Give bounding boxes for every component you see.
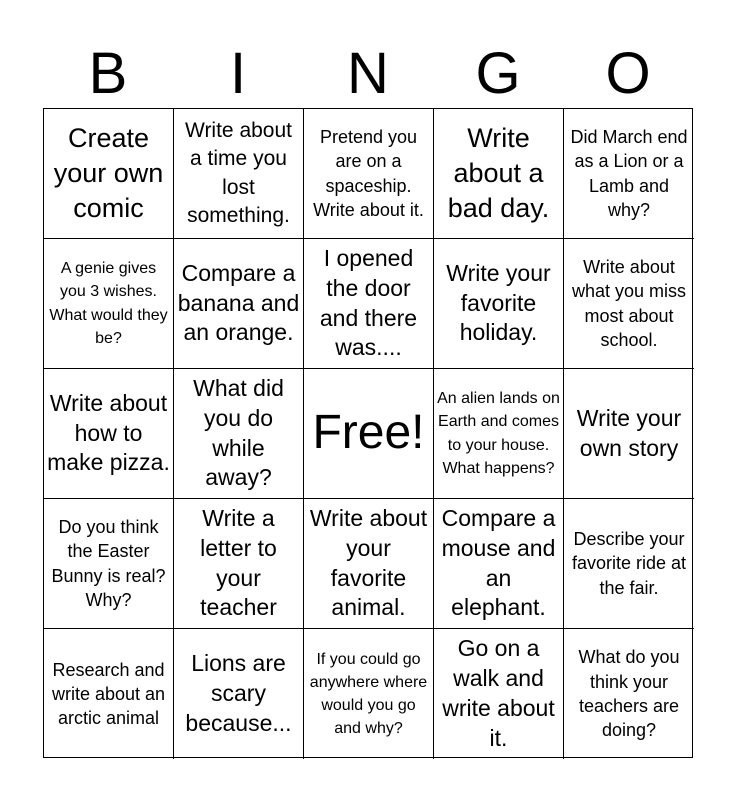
bingo-cell-r2c1[interactable] [44,239,174,369]
cell-text: Write about how to make pizza. [47,389,170,476]
bingo-cell-r5c1[interactable] [44,629,174,759]
bingo-cell-r2c2[interactable] [174,239,304,369]
header-letter-o: O [605,41,651,106]
bingo-cell-r4c3[interactable] [304,499,434,629]
bingo-cell-r4c5[interactable] [564,499,694,629]
cell-text: Create your own comic [53,122,164,224]
cell-text: Research and write about an arctic animal [51,659,166,729]
bingo-cell-r2c5[interactable] [564,239,694,369]
cell-text: Do you think the Easter Bunny is real? Why? [51,516,166,610]
cell-text: Did March end as a Lion or a Lamb and why? [570,126,688,220]
bingo-cell-r1c5[interactable] [564,109,694,239]
bingo-cell-r1c4[interactable] [434,109,564,239]
bingo-cell-r3c3-free[interactable] [304,369,434,499]
bingo-cell-r4c2[interactable] [174,499,304,629]
cell-text: If you could go anywhere where would you go and why? [309,650,428,738]
cell-text: Compare a banana and an orange. [177,259,300,346]
cell-text: Write your own story [576,404,682,461]
bingo-cell-r3c2[interactable] [174,369,304,499]
bingo-cell-r1c1[interactable] [44,109,174,239]
bingo-cell-r4c4[interactable] [434,499,564,629]
bingo-header [43,40,693,108]
cell-text: Write your favorite holiday. [446,259,551,346]
cell-text: Write about a time you lost something. [185,118,292,227]
cell-text: Compare a mouse and an elephant. [441,504,556,621]
header-letter-g: G [475,41,521,106]
free-space-text: Free! [312,406,425,460]
bingo-cell-r2c4[interactable] [434,239,564,369]
bingo-cell-r5c5[interactable] [564,629,694,759]
cell-text: Write about a bad day. [447,122,550,224]
header-letter-i: I [229,41,247,106]
cell-text: What do you think your teachers are doing? [578,647,680,741]
bingo-cell-r1c2[interactable] [174,109,304,239]
cell-text: Write about your favorite animal. [309,504,428,621]
bingo-cell-r3c1[interactable] [44,369,174,499]
bingo-grid [43,108,693,758]
cell-text: Write a letter to your teacher [200,504,277,621]
bingo-cell-r5c2[interactable] [174,629,304,759]
cell-text: I opened the door and there was.... [319,244,418,361]
cell-text: What did you do while away? [193,374,284,491]
bingo-cell-r3c4[interactable] [434,369,564,499]
cell-text: Describe your favorite ride at the fair. [571,529,687,598]
bingo-cell-r3c5[interactable] [564,369,694,499]
cell-text: An alien lands on Earth and comes to your house. What happens? [437,390,560,477]
header-letter-n: N [347,41,389,106]
cell-text: Pretend you are on a spaceship. Write about it. [313,126,424,220]
bingo-cell-r5c3[interactable] [304,629,434,759]
cell-text: Go on a walk and write about it. [442,635,555,751]
header-letter-b: B [88,41,128,106]
cell-text: Write about what you miss most about school. [571,256,687,350]
cell-text: A genie gives you 3 wishes. What would they be? [49,260,168,347]
bingo-cell-r4c1[interactable] [44,499,174,629]
bingo-cell-r5c4[interactable] [434,629,564,759]
cell-text: Lions are scary because... [185,650,292,736]
bingo-cell-r2c3[interactable] [304,239,434,369]
bingo-cell-r1c3[interactable] [304,109,434,239]
